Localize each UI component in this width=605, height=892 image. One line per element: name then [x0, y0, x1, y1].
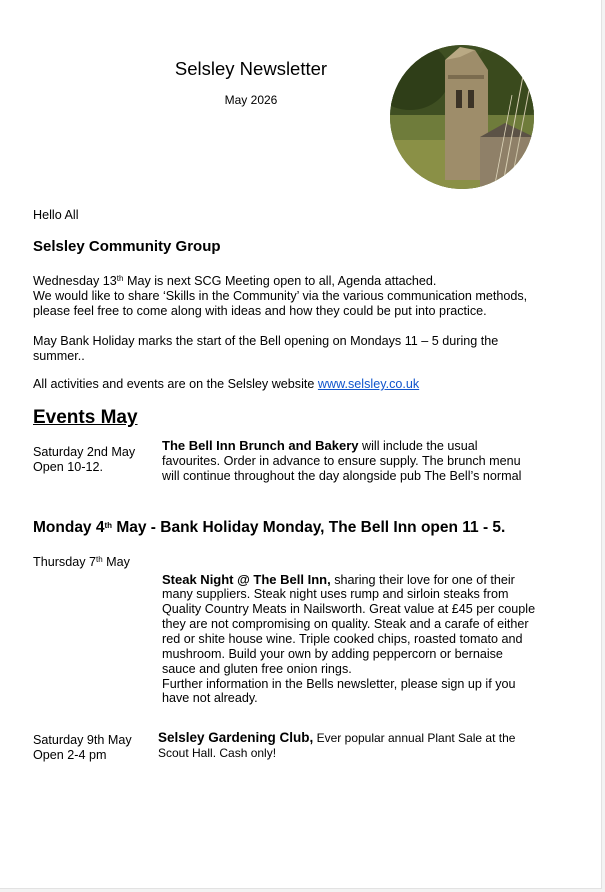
bank-holiday-line-2: summer..: [33, 349, 85, 363]
skills-line-2: please feel free to come along with ideas and how they could be put into practice.: [33, 304, 487, 318]
brunch-line-1: [162, 438, 478, 454]
brunch-title: The Bell Inn Brunch and Bakery: [162, 438, 359, 453]
brunch-line-3: will continue throughout the day alongside pub The Bell’s normal: [162, 469, 522, 483]
steak-title: Steak Night @ The Bell Inn,: [162, 572, 331, 587]
brunch-date: Saturday 2nd May: [33, 445, 136, 459]
bank-holiday-post: May - Bank Holiday Monday, The Bell Inn open 11 - 5.: [112, 519, 506, 536]
steak-date: [33, 555, 130, 570]
newsletter-date: May 2026: [224, 93, 278, 107]
steak-line-7: sauce and gluten free onion rings.: [162, 662, 352, 676]
gardening-date: Saturday 9th May: [33, 733, 132, 747]
steak-line-8: Further information in the Bells newsletter, please sign up if you: [162, 677, 516, 691]
gardening-line-1: [158, 731, 515, 745]
skills-line-1: We would like to share ‘Skills in the Community’ via the various communication methods,: [33, 289, 528, 303]
greeting: Hello All: [33, 208, 79, 222]
gardening-line-2: Scout Hall. Cash only!: [158, 746, 277, 760]
church-tower-image: [390, 45, 534, 189]
steak-line-3: Quality Country Meats in Nailsworth. Great value at £45 per couple: [162, 602, 536, 616]
church-photo: [390, 45, 534, 189]
community-group-heading: Selsley Community Group: [33, 238, 221, 255]
steak-text: sharing their love for one of their: [330, 573, 515, 587]
brunch-text: will include the usual: [358, 439, 478, 453]
steak-date-post: May: [102, 555, 130, 569]
steak-line-1: [162, 572, 515, 588]
website-line: [33, 377, 419, 392]
steak-date-pre: Thursday 7: [33, 555, 96, 569]
bank-holiday-suffix: th: [104, 521, 113, 530]
steak-line-5: red or shite house wine. Triple cooked chips, roasted tomato and: [162, 632, 523, 646]
brunch-line-2: favourites. Order in advance to ensure supply. The brunch menu: [162, 454, 521, 468]
meeting-line: [33, 274, 436, 289]
events-heading: Events May: [33, 407, 138, 428]
website-link[interactable]: www.selsley.co.uk: [317, 377, 420, 391]
steak-line-6: mushroom. Build your own by adding peppercorn or bernaise: [162, 647, 503, 661]
steak-line-2: many suppliers. Steak night uses rump and sirloin steaks from: [162, 587, 509, 601]
gardening-time: Open 2-4 pm: [33, 748, 107, 762]
meeting-date: Wednesday 13: [33, 274, 117, 288]
gardening-text: Ever popular annual Plant Sale at the: [313, 731, 516, 745]
newsletter-title: Selsley Newsletter: [174, 58, 328, 79]
meeting-text: May is next SCG Meeting open to all, Agenda attached.: [123, 274, 437, 288]
gardening-title: Selsley Gardening Club,: [158, 730, 314, 745]
bank-holiday-heading: [33, 519, 505, 537]
steak-line-9: have not already.: [162, 691, 258, 705]
website-text: All activities and events are on the Selsley website: [33, 377, 318, 391]
steak-line-4: they are not compromising on quality. Steak and a carafe of either: [162, 617, 529, 631]
brunch-time: Open 10-12.: [33, 460, 104, 474]
bank-holiday-line-1: May Bank Holiday marks the start of the Bell opening on Mondays 11 – 5 during the: [33, 334, 499, 348]
steak-date-suffix: th: [96, 555, 103, 564]
bank-holiday-pre: Monday 4: [33, 519, 105, 536]
meeting-date-suffix: th: [116, 274, 124, 283]
